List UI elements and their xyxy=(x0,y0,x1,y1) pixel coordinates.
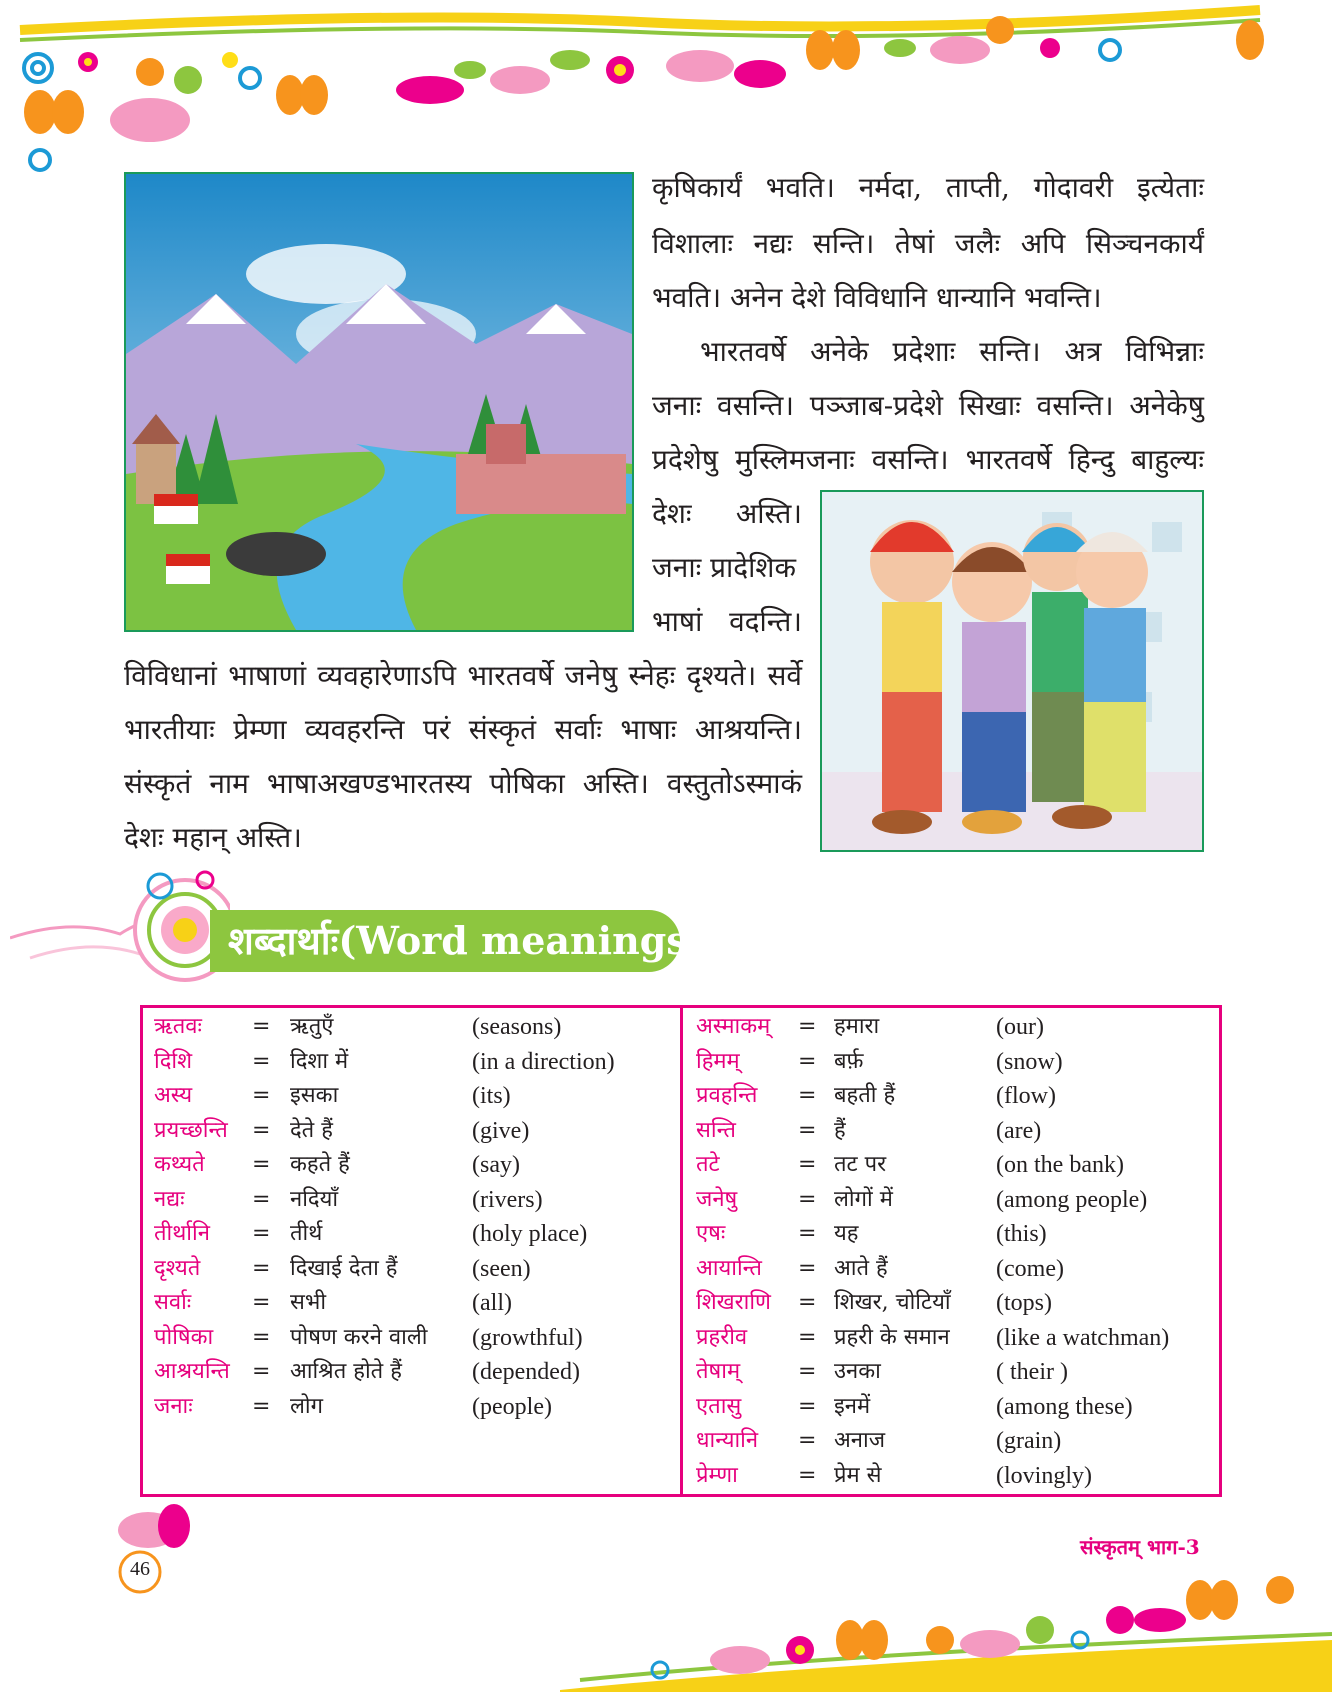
hindi-meaning: बहती हैं xyxy=(834,1083,896,1108)
passage-line: विशालाः नद्यः सन्ति। तेषां जलैः अपि सिञ्चनकार्यं xyxy=(652,227,1204,260)
hindi-meaning: ऋतुएँ xyxy=(290,1014,334,1039)
hindi-meaning: देते हैं xyxy=(290,1117,333,1143)
hindi-meaning: आश्रित होते हैं xyxy=(290,1359,402,1384)
sanskrit-word: ऋतवः xyxy=(154,1014,202,1039)
passage-line: भवति। अनेन देशे विविधानि धान्यानि भवन्ति। xyxy=(652,281,1102,314)
english-meaning: (seen) xyxy=(472,1255,531,1282)
equals-sign: = xyxy=(798,1290,817,1315)
english-meaning: ( their ) xyxy=(996,1359,1068,1385)
top-floral-border xyxy=(0,0,1332,175)
sanskrit-word: सन्ति xyxy=(696,1117,736,1143)
equals-sign: = xyxy=(252,1221,271,1246)
table-row xyxy=(0,1010,1332,1044)
english-meaning: (say) xyxy=(472,1152,520,1178)
equals-sign: = xyxy=(798,1393,817,1419)
hindi-meaning: इसका xyxy=(290,1083,339,1108)
passage-line: देशः महान् अस्ति। xyxy=(124,821,302,854)
equals-sign: = xyxy=(798,1048,817,1074)
equals-sign: = xyxy=(252,1152,271,1177)
book-title: संस्कृतम् भाग-3 xyxy=(1080,1535,1200,1559)
sanskrit-word: धान्यानि xyxy=(696,1428,759,1453)
table-row xyxy=(0,1045,1332,1079)
table-row xyxy=(0,1114,1332,1148)
passage-line: देशः अस्ति। xyxy=(652,497,802,530)
equals-sign: = xyxy=(798,1255,817,1281)
passage-line: विविधानां भाषाणां व्यवहारेणाऽपि भारतवर्षे जनेषु स्नेहः दृश्यते। सर्वे xyxy=(124,659,802,692)
hindi-meaning: प्रेम से xyxy=(834,1462,882,1488)
hindi-meaning: कहते हैं xyxy=(290,1152,350,1177)
equals-sign: = xyxy=(252,1393,271,1419)
english-meaning: (its) xyxy=(472,1083,511,1109)
sanskrit-word: तेषाम् xyxy=(696,1359,741,1384)
english-meaning: (in a direction) xyxy=(472,1048,615,1075)
sanskrit-word: प्रयच्छन्ति xyxy=(154,1117,228,1143)
sanskrit-word: एषः xyxy=(696,1221,726,1246)
english-meaning: (among people) xyxy=(996,1186,1148,1213)
table-row xyxy=(0,1079,1332,1113)
passage-line: कृषिकार्यं भवति। नर्मदा, ताप्ती, गोदावरी इत्येताः xyxy=(652,171,1204,204)
sanskrit-word: कथ्यते xyxy=(154,1152,205,1177)
equals-sign: = xyxy=(252,1117,271,1143)
sanskrit-word: अस्माकम् xyxy=(696,1014,771,1039)
equals-sign: = xyxy=(252,1255,271,1281)
hindi-meaning: हमारा xyxy=(834,1014,880,1039)
equals-sign: = xyxy=(798,1359,817,1384)
english-meaning: (on the bank) xyxy=(996,1152,1124,1178)
passage-line: भारतीयाः प्रेम्णा व्यवहरन्ति परं संस्कृतं सर्वाः भाषाः आश्रयन्ति। xyxy=(124,713,802,746)
english-meaning: (seasons) xyxy=(472,1014,562,1040)
equals-sign: = xyxy=(798,1152,817,1177)
hindi-meaning: अनाज xyxy=(834,1428,886,1453)
equals-sign: = xyxy=(252,1048,271,1074)
sanskrit-word: पोषिका xyxy=(154,1324,214,1350)
hindi-meaning: लोग xyxy=(290,1393,324,1419)
english-meaning: (like a watchman) xyxy=(996,1324,1170,1351)
english-meaning: (snow) xyxy=(996,1048,1063,1075)
hindi-meaning: उनका xyxy=(834,1359,881,1384)
passage-line: भाषां वदन्ति। xyxy=(652,605,802,638)
hindi-meaning: तट पर xyxy=(834,1152,887,1177)
hindi-meaning: इनमें xyxy=(834,1393,871,1419)
english-meaning: (are) xyxy=(996,1117,1042,1144)
english-meaning: (tops) xyxy=(996,1290,1052,1316)
equals-sign: = xyxy=(798,1324,817,1350)
hindi-meaning: आते हैं xyxy=(834,1255,888,1281)
equals-sign: = xyxy=(252,1083,271,1108)
english-meaning: (this) xyxy=(996,1221,1047,1247)
english-meaning: (rivers) xyxy=(472,1186,543,1213)
hindi-meaning: लोगों में xyxy=(834,1186,893,1212)
hindi-meaning: बर्फ़ xyxy=(834,1048,864,1074)
sanskrit-word: अस्य xyxy=(154,1083,193,1108)
table-row xyxy=(0,1183,1332,1217)
sanskrit-word: आश्रयन्ति xyxy=(154,1359,230,1384)
table-row xyxy=(0,1390,1332,1424)
equals-sign: = xyxy=(252,1359,271,1384)
mountain-river-illustration xyxy=(124,172,634,632)
equals-sign: = xyxy=(252,1014,271,1039)
sanskrit-word: शिखराणि xyxy=(696,1290,771,1315)
english-meaning: (people) xyxy=(472,1393,552,1420)
passage-line: जनाः प्रादेशिक xyxy=(652,551,796,584)
english-meaning: (give) xyxy=(472,1117,530,1144)
sanskrit-word: एतासु xyxy=(696,1393,742,1419)
table-row xyxy=(0,1148,1332,1182)
equals-sign: = xyxy=(798,1462,817,1488)
sanskrit-word: हिमम् xyxy=(696,1048,740,1074)
equals-sign: = xyxy=(798,1186,817,1212)
sanskrit-word: तीर्थानि xyxy=(154,1221,210,1246)
equals-sign: = xyxy=(798,1117,817,1143)
english-meaning: (flow) xyxy=(996,1083,1056,1109)
sanskrit-word: दिशि xyxy=(154,1048,193,1074)
sanskrit-word: सर्वाः xyxy=(154,1290,192,1315)
equals-sign: = xyxy=(252,1290,271,1315)
sanskrit-word: नद्यः xyxy=(154,1186,185,1212)
hindi-meaning: दिशा में xyxy=(290,1048,349,1074)
equals-sign: = xyxy=(798,1083,817,1108)
table-row xyxy=(0,1252,1332,1286)
page-number: 46 xyxy=(130,1558,150,1580)
bottom-floral-border xyxy=(560,1560,1332,1692)
swirl-ornament-icon xyxy=(10,868,230,996)
hindi-meaning: दिखाई देता हैं xyxy=(290,1255,398,1281)
sanskrit-word: दृश्यते xyxy=(154,1255,201,1281)
hindi-meaning: तीर्थ xyxy=(290,1221,323,1246)
english-meaning: (grain) xyxy=(996,1428,1062,1454)
english-meaning: (depended) xyxy=(472,1359,580,1385)
english-meaning: (our) xyxy=(996,1014,1044,1040)
table-row xyxy=(0,1424,1332,1458)
passage-line: भारतवर्षे अनेके प्रदेशाः सन्ति। अत्र विभिन्नाः xyxy=(700,335,1204,368)
children-illustration xyxy=(820,490,1204,852)
sanskrit-word: प्रवहन्ति xyxy=(696,1083,758,1108)
english-meaning: (come) xyxy=(996,1255,1064,1282)
sanskrit-word: प्रेम्णा xyxy=(696,1462,738,1488)
passage-line: जनाः वसन्ति। पञ्जाब-प्रदेशे सिखाः वसन्ति। अनेकेषु xyxy=(652,389,1204,422)
equals-sign: = xyxy=(252,1324,271,1350)
sanskrit-word: प्रहरीव xyxy=(696,1324,748,1350)
table-row xyxy=(0,1321,1332,1355)
english-meaning: (all) xyxy=(472,1290,512,1316)
equals-sign: = xyxy=(252,1186,271,1212)
hindi-meaning: शिखर, चोटियाँ xyxy=(834,1290,951,1315)
table-row xyxy=(0,1355,1332,1389)
sanskrit-word: आयान्ति xyxy=(696,1255,762,1281)
sanskrit-word: तटे xyxy=(696,1152,720,1177)
equals-sign: = xyxy=(798,1221,817,1246)
hindi-meaning: हैं xyxy=(834,1117,846,1143)
hindi-meaning: सभी xyxy=(290,1290,327,1315)
hindi-meaning: यह xyxy=(834,1221,859,1246)
section-heading: शब्दार्थाः(Word meanings) xyxy=(228,918,706,963)
hindi-meaning: नदियाँ xyxy=(290,1186,339,1212)
hindi-meaning: प्रहरी के समान xyxy=(834,1324,950,1350)
equals-sign: = xyxy=(798,1014,817,1039)
sanskrit-word: जनेषु xyxy=(696,1186,738,1212)
passage-line: संस्कृतं नाम भाषाअखण्डभारतस्य पोषिका अस्ति। वस्तुतोऽस्माकं xyxy=(124,767,802,800)
table-row xyxy=(0,1459,1332,1493)
english-meaning: (growthful) xyxy=(472,1324,583,1351)
table-row xyxy=(0,1286,1332,1320)
english-meaning: (among these) xyxy=(996,1393,1133,1420)
english-meaning: (holy place) xyxy=(472,1221,588,1247)
table-row xyxy=(0,1217,1332,1251)
sanskrit-word: जनाः xyxy=(154,1393,193,1419)
english-meaning: (lovingly) xyxy=(996,1462,1092,1489)
passage-line: प्रदेशेषु मुस्लिमजनाः वसन्ति। भारतवर्षे हिन्दु बाहुल्यः xyxy=(652,443,1204,476)
hindi-meaning: पोषण करने वाली xyxy=(290,1324,428,1350)
equals-sign: = xyxy=(798,1428,817,1453)
